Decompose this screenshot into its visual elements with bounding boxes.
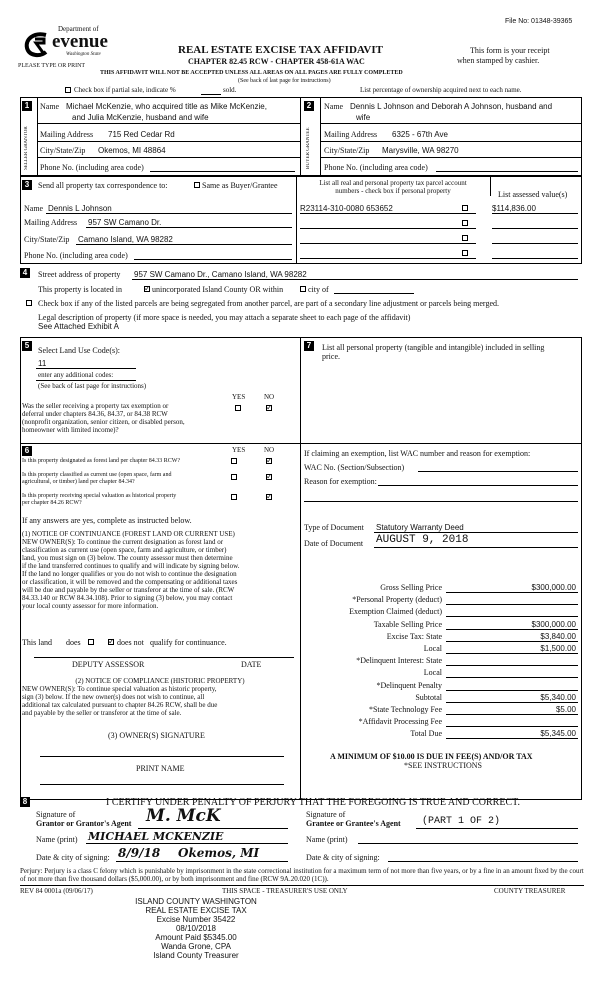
section-2-number: 2: [304, 101, 314, 111]
seller-name-line-2[interactable]: and Julia McKenzie, husband and wife: [72, 113, 209, 122]
located-city-of: city of: [308, 285, 329, 294]
deputy-date-label: DATE: [241, 660, 262, 669]
minimum-notice: A MINIMUM OF $10.00 IS DUE IN FEE(S) AND/OR TAX: [330, 752, 533, 761]
revenue-swoosh-icon: [22, 30, 52, 60]
certify-statement: I CERTIFY UNDER PENALTY OF PERJURY THAT THE FOREGOING IS TRUE AND CORRECT.: [106, 797, 520, 808]
seller-city[interactable]: Okemos, MI 48864: [98, 146, 166, 155]
buyer-city-label: City/State/Zip: [324, 146, 370, 155]
grantee-sig-of-label: Signature of: [306, 810, 346, 819]
partial-sale-label: Check box if partial sale, indicate %: [74, 86, 176, 94]
fee-label: *Personal Property (deduct): [352, 595, 442, 604]
see-instructions: *SEE INSTRUCTIONS: [404, 761, 483, 770]
form-chapter: CHAPTER 82.45 RCW - CHAPTER 458-61A WAC: [188, 57, 365, 66]
exemption-yes-checkbox[interactable]: [235, 405, 241, 411]
reason-label: Reason for exemption:: [304, 477, 377, 486]
buyer-city[interactable]: Marysville, WA 98270: [382, 146, 459, 155]
send-correspondence-label: Send all property tax correspondence to:: [38, 181, 168, 190]
checkmark-icon: ✓: [108, 637, 115, 646]
grantor-signature[interactable]: M. McK: [146, 806, 221, 826]
checkmark-icon: ✓: [144, 284, 151, 293]
fee-label: *Delinquent Penalty: [376, 681, 442, 690]
seller-mailing-address[interactable]: 715 Red Cedar Rd: [108, 130, 175, 139]
part-number: (PART 1 OF 2): [422, 816, 501, 827]
revenue-logo: [22, 24, 132, 64]
wac-label: WAC No. (Section/Subsection): [304, 463, 405, 472]
assessed-value[interactable]: $114,836.00: [492, 204, 536, 213]
s5-yes-label: YES: [232, 393, 246, 401]
list-percentage-note: List percentage of ownership acquired next to each name.: [360, 86, 522, 94]
corr-phone-label: Phone No. (including area code): [24, 251, 128, 260]
fee-label: Exemption Claimed (deduct): [349, 607, 442, 616]
treasurer-stamp: ISLAND COUNTY WASHINGTON REAL ESTATE EXCISE TAX Excise Number 35422 08/10/2018 Amount Paid $5345.00 Wanda Grone, CPA Island County Treasurer: [135, 897, 257, 960]
section-5-number: 5: [22, 341, 32, 351]
fee-value[interactable]: $5.00: [555, 705, 576, 714]
section-4-number: 4: [20, 268, 30, 278]
forest-land-question: Is this property designated as forest land per chapter 84.33 RCW?: [22, 458, 181, 464]
seller-phone-label: Phone No. (including area code): [40, 163, 144, 172]
doc-date-label: Date of Document: [304, 539, 364, 548]
fee-label: Excise Tax: State: [386, 632, 442, 641]
parcel-header: List all real and personal property tax parcel account numbers - check box if personal property: [319, 179, 467, 195]
partial-sale-checkbox[interactable]: [65, 87, 71, 93]
fee-label: *Delinquent Interest: State: [356, 656, 442, 665]
grantor-agent-label: Grantor or Grantor's Agent: [36, 819, 132, 828]
grantor-sign-date[interactable]: 8/9/18: [118, 846, 161, 860]
checkmark-icon: ✓: [266, 472, 273, 481]
corr-city[interactable]: Camano Island, WA 98282: [78, 235, 173, 244]
legal-description[interactable]: See Attached Exhibit A: [38, 322, 119, 331]
see-back-note: (See back of last page for instructions): [238, 78, 331, 84]
receipt-note-1: This form is your receipt: [470, 46, 550, 55]
logo-name: evenue: [52, 31, 108, 52]
grantor-printed-name[interactable]: MICHAEL MCKENZIE: [88, 830, 224, 843]
grantee-agent-label: Grantee or Grantee's Agent: [306, 819, 401, 828]
parcel-1-checkbox[interactable]: [462, 205, 468, 211]
grantor-sign-city[interactable]: Okemos, MI: [178, 846, 260, 860]
same-as-buyer-label: Same as Buyer/Grantee: [202, 181, 278, 190]
grantor-name-print-label: Name (print): [36, 835, 78, 844]
s6-no-label: NO: [264, 446, 275, 454]
fee-label: Local: [423, 644, 442, 653]
perjury-notice: Perjury: Perjury is a class C felony which is punishable by imprisonment in the state correctional institution for a maximum term of not more than five years, or by a fine in an amount fixed by the court of not more than five thousand dollars ($5,000.00), or by both imprisonment and fine (RCW 9A.20.020 (1C)).: [20, 867, 584, 883]
if-yes-instructions: If any answers are yes, complete as instructed below.: [22, 516, 192, 525]
parcel-2-checkbox[interactable]: [462, 220, 468, 226]
section-3-number: 3: [22, 180, 32, 190]
corr-city-label: City/State/Zip: [24, 235, 70, 244]
same-as-buyer-checkbox[interactable]: [194, 182, 200, 188]
corr-mailing-label: Mailing Address: [24, 218, 78, 227]
street-label: Street address of property: [38, 270, 121, 279]
fee-label: *State Technology Fee: [368, 705, 442, 714]
section-1-number: 1: [22, 101, 32, 111]
owner-signature-label: (3) OWNER(S) SIGNATURE: [108, 731, 205, 740]
historic-question: Is this property receiving special valuation as historical property per chapter 84.26 RCW?: [22, 493, 177, 506]
notice-of-continuance: (1) NOTICE OF CONTINUANCE (FOREST LAND OR CURRENT USE) NEW OWNER(S): To continue the current designation as forest land or classification as current use (open space, farm and agriculture, or timber) land, you must sign on (3) below. The county assessor must then determine if the land transferred continues to qualify and will indicate by signing below. If the land no longer qualifies or you do not wish to continue the designation or classification, it will be removed and the compensating or additional taxes will be due and payable by the seller or transferor at the time of sale. (RCW 84.33.140 or RCW 84.34.108). Prior to signing (3) below, you may contact your local county assessor for more information.: [22, 530, 240, 610]
buyer-name-label: Name: [324, 102, 344, 111]
historic-yes-checkbox[interactable]: [231, 494, 237, 500]
buyer-mailing-address[interactable]: 6325 - 67th Ave: [392, 130, 448, 139]
section-8-number: 8: [20, 797, 30, 807]
form-title: REAL ESTATE EXCISE TAX AFFIDAVIT: [178, 44, 383, 56]
revision-code: REV 84 0001a (09/06/17): [20, 887, 93, 895]
located-in-label: This property is located in: [38, 285, 122, 294]
corr-mailing[interactable]: 957 SW Camano Dr.: [88, 218, 162, 227]
land-use-label: Select Land Use Code(s):: [38, 346, 120, 355]
checkmark-icon: ✓: [266, 456, 273, 465]
buyer-phone-label: Phone No. (including area code): [324, 163, 428, 172]
doc-type[interactable]: Statutory Warranty Deed: [376, 523, 464, 532]
land-use-code[interactable]: 11: [38, 359, 47, 368]
s6-yes-label: YES: [232, 446, 246, 454]
fee-value[interactable]: $5,340.00: [540, 693, 576, 702]
this-land-label: This land: [22, 638, 52, 647]
buyer-name-line-1[interactable]: Dennis L Johnson and Deborah A Johnson, husband and: [350, 102, 553, 111]
seller-side-label: SELLER GRANTOR: [24, 126, 29, 170]
fee-value[interactable]: $300,000.00: [531, 583, 576, 592]
fee-label: Taxable Selling Price: [373, 620, 442, 629]
fee-value[interactable]: $5,345.00: [540, 729, 576, 738]
city-of-checkbox[interactable]: [300, 286, 306, 292]
notice-of-compliance: (2) NOTICE OF COMPLIANCE (HISTORIC PROPERTY) NEW OWNER(S): To continue special valuation as historic property, sign (3) below. If the new owner(s) does not wish to continue, all additional tax calculated pursuant to chapter 84.26 RCW, shall be due and payable by the seller or transferor at the time of sale.: [22, 677, 245, 717]
forest-yes-checkbox[interactable]: [231, 458, 237, 464]
doc-type-label: Type of Document: [304, 523, 364, 532]
does-checkbox[interactable]: [88, 639, 94, 645]
checkmark-icon: ✓: [266, 403, 273, 412]
fee-label: Subtotal: [415, 693, 442, 702]
doc-date[interactable]: AUGUST 9, 2018: [376, 534, 469, 546]
seller-name-label: Name: [40, 102, 60, 111]
section-7-number: 7: [304, 341, 314, 351]
section-6-number: 6: [22, 446, 32, 456]
buyer-side-label: BUYER GRANTEE: [306, 127, 311, 169]
seller-city-label: City/State/Zip: [40, 146, 86, 155]
receipt-note-2: when stamped by cashier.: [457, 56, 540, 65]
claim-exemption-label: If claiming an exemption, list WAC number and reason for exemption:: [304, 449, 531, 458]
parcel-4-checkbox[interactable]: [462, 250, 468, 256]
located-unincorporated: unincorporated Island County OR within: [152, 285, 284, 294]
corr-name-label: Name: [24, 204, 44, 213]
county-treasurer-label: COUNTY TREASURER: [494, 887, 566, 895]
logo-dept: Department of: [58, 25, 99, 33]
land-use-see-back: (See back of last page for instructions): [38, 382, 147, 390]
parcel-3-checkbox[interactable]: [462, 235, 468, 241]
seller-name-line-1[interactable]: Michael McKenzie, who acquired title as Mike McKenzie,: [66, 102, 267, 111]
deputy-assessor-label: DEPUTY ASSESSOR: [72, 660, 145, 669]
buyer-name-line-2[interactable]: wife: [356, 113, 371, 122]
does-label: does: [66, 638, 81, 647]
segregated-label: Check box if any of the listed parcels are being segregated from another parcel, are part of a secondary line adjustment or parcels being merged.: [38, 299, 499, 308]
segregated-checkbox[interactable]: [26, 300, 32, 306]
fee-value[interactable]: $300,000.00: [531, 620, 576, 629]
not-accepted-notice: THIS AFFIDAVIT WILL NOT BE ACCEPTED UNLESS ALL AREAS ON ALL PAGES ARE FULLY COMPLETED: [100, 70, 403, 76]
fee-value[interactable]: $1,500.00: [540, 644, 576, 653]
treasurer-space-label: THIS SPACE - TREASURER'S USE ONLY: [222, 887, 348, 895]
fee-value[interactable]: $3,840.00: [540, 632, 576, 641]
grantee-name-print-label: Name (print): [306, 835, 348, 844]
s5-no-label: NO: [264, 393, 275, 401]
seller-mailing-label: Mailing Address: [40, 130, 94, 139]
additional-codes-label: enter any additional codes:: [38, 371, 114, 379]
checkmark-icon: ✓: [266, 492, 273, 501]
parcel-number[interactable]: R23114-310-0080 653652: [300, 204, 393, 213]
exemption-question: Was the seller receiving a property tax exemption or deferral under chapters 84.36, 84.37, or 84.38 RCW (nonprofit organization, senior citizen, or disabled person, homeowner with limited income)?: [22, 402, 185, 434]
current-use-question: Is this property classified as current use (open space, farm and agricultural, or timber) land per chapter 84.34?: [22, 472, 172, 485]
does-not-label: does not: [117, 638, 144, 647]
fee-label: Local: [423, 668, 442, 677]
corr-name[interactable]: Dennis L Johnson: [48, 204, 112, 213]
grantor-sig-of-label: Signature of: [36, 810, 76, 819]
fee-label: Total Due: [410, 729, 442, 738]
please-type: PLEASE TYPE OR PRINT: [18, 63, 86, 69]
fee-label: Gross Selling Price: [380, 583, 442, 592]
grantor-date-city-label: Date & city of signing:: [36, 853, 110, 862]
logo-state: Washington State: [66, 52, 101, 57]
grantee-date-city-label: Date & city of signing:: [306, 853, 380, 862]
legal-desc-label: Legal description of property (if more space is needed, you may attach a separate sheet to each page of the affidavit): [38, 313, 411, 322]
assessed-header: List assessed value(s): [498, 190, 568, 199]
print-name-label: PRINT NAME: [136, 764, 185, 773]
buyer-mailing-label: Mailing Address: [324, 130, 378, 139]
qualify-label: qualify for continuance.: [150, 638, 227, 647]
current-use-yes-checkbox[interactable]: [231, 474, 237, 480]
file-number: File No: 01348-39365: [505, 18, 573, 25]
fee-label: *Affidavit Processing Fee: [358, 717, 442, 726]
partial-sale-sold: sold.: [223, 86, 237, 94]
street-address[interactable]: 957 SW Camano Dr., Camano Island, WA 98282: [134, 270, 307, 279]
personal-property-label: List all personal property (tangible and intangible) included in selling price.: [322, 343, 545, 361]
